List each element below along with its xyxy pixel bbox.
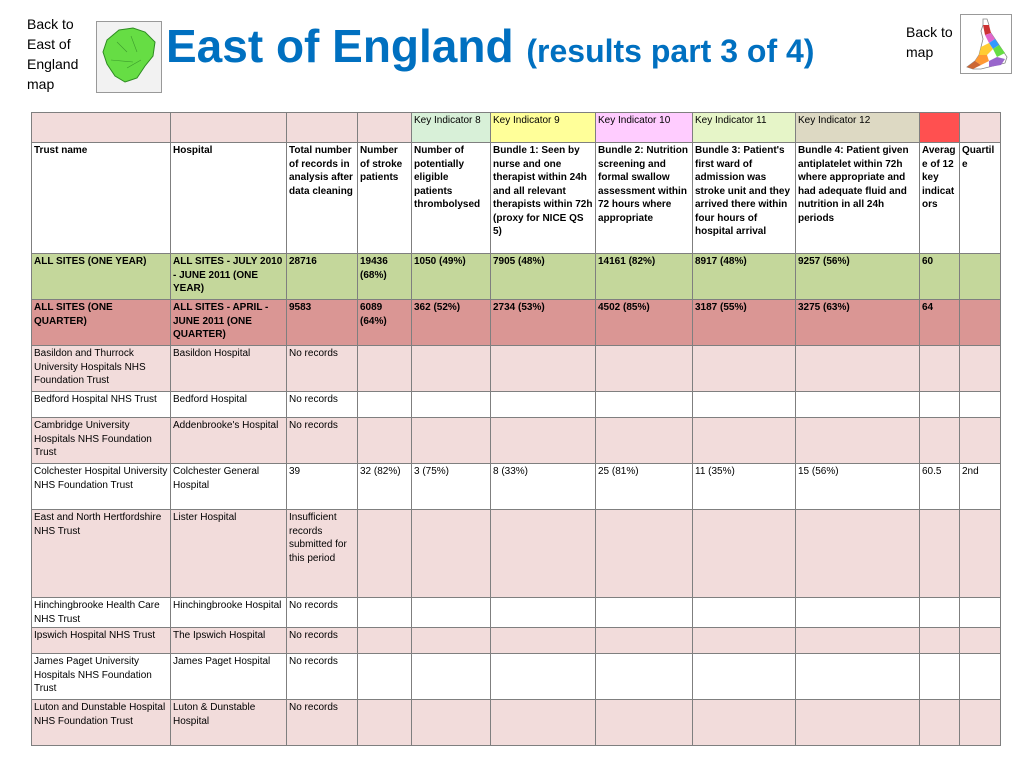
value-cell: 60 [920, 254, 960, 300]
value-cell [491, 418, 596, 464]
hospital-cell: Hinchingbrooke Hospital [171, 598, 287, 628]
table-row [32, 700, 1001, 746]
value-cell [960, 510, 1001, 598]
ki-blank-cell [171, 113, 287, 143]
value-cell [960, 346, 1001, 392]
value-cell: 28716 [287, 254, 358, 300]
value-cell [960, 392, 1001, 418]
title-main: East of England [166, 20, 514, 72]
value-cell [920, 628, 960, 654]
value-cell [596, 628, 693, 654]
value-cell [358, 700, 412, 746]
hospital-cell: Lister Hospital [171, 510, 287, 598]
key-indicator-8: Key Indicator 8 [412, 113, 491, 143]
back-to-east-of-england-map-link[interactable]: Back to East of England map [27, 16, 79, 92]
table-row [32, 598, 1001, 628]
value-cell [796, 392, 920, 418]
table-row [32, 510, 1001, 598]
value-cell: 9257 (56%) [796, 254, 920, 300]
value-cell: 19436 (68%) [358, 254, 412, 300]
value-cell: No records [287, 418, 358, 464]
value-cell [693, 700, 796, 746]
value-cell: 8917 (48%) [693, 254, 796, 300]
hospital-cell: Addenbrooke's Hospital [171, 418, 287, 464]
value-cell: 9583 [287, 300, 358, 346]
value-cell [596, 392, 693, 418]
trust-cell: Ipswich Hospital NHS Trust [32, 628, 171, 654]
value-cell [693, 392, 796, 418]
value-cell [358, 510, 412, 598]
value-cell: 2734 (53%) [491, 300, 596, 346]
table-row [32, 392, 1001, 418]
value-cell [796, 346, 920, 392]
value-cell: Insufficient records submitted for this period [287, 510, 358, 598]
hospital-cell: Colchester General Hospital [171, 464, 287, 510]
summary-row-one-year [32, 254, 1001, 300]
value-cell: No records [287, 392, 358, 418]
hospital-cell: ALL SITES - APRIL - JUNE 2011 (ONE QUARTER) [171, 300, 287, 346]
value-cell: 2nd [960, 464, 1001, 510]
header-stroke-patients: Number of stroke patients [358, 143, 412, 254]
table-row [32, 464, 1001, 510]
value-cell [693, 628, 796, 654]
ki-blank-cell [32, 113, 171, 143]
value-cell [358, 418, 412, 464]
value-cell [596, 510, 693, 598]
header-bundle-3: Bundle 3: Patient's first ward of admission was stroke unit and they arrived there within four hours of hospital arrival [693, 143, 796, 254]
value-cell [920, 392, 960, 418]
value-cell [920, 654, 960, 700]
value-cell [796, 628, 920, 654]
value-cell [491, 392, 596, 418]
value-cell: 32 (82%) [358, 464, 412, 510]
value-cell [596, 346, 693, 392]
value-cell [693, 346, 796, 392]
key-indicator-row [32, 113, 1001, 143]
back-to-map-link[interactable]: Back to map [906, 24, 953, 60]
value-cell: 362 (52%) [412, 300, 491, 346]
trust-cell: Colchester Hospital University NHS Foundation Trust [32, 464, 171, 510]
value-cell: 1050 (49%) [412, 254, 491, 300]
trust-cell: Basildon and Thurrock University Hospitals NHS Foundation Trust [32, 346, 171, 392]
value-cell [491, 654, 596, 700]
value-cell: 6089 (64%) [358, 300, 412, 346]
header-thrombolysed: Number of potentially eligible patients thrombolysed [412, 143, 491, 254]
value-cell [412, 654, 491, 700]
value-cell [920, 418, 960, 464]
value-cell: 39 [287, 464, 358, 510]
value-cell: No records [287, 628, 358, 654]
value-cell [412, 700, 491, 746]
title-sub: (results part 3 of 4) [526, 33, 815, 69]
value-cell [412, 392, 491, 418]
value-cell [920, 510, 960, 598]
trust-cell: Hinchingbrooke Health Care NHS Trust [32, 598, 171, 628]
value-cell: 7905 (48%) [491, 254, 596, 300]
value-cell: 11 (35%) [693, 464, 796, 510]
value-cell: No records [287, 598, 358, 628]
value-cell [412, 628, 491, 654]
hospital-cell: Bedford Hospital [171, 392, 287, 418]
value-cell [960, 700, 1001, 746]
trust-cell: East and North Hertfordshire NHS Trust [32, 510, 171, 598]
value-cell [412, 598, 491, 628]
value-cell [358, 346, 412, 392]
value-cell [960, 654, 1001, 700]
value-cell: 60.5 [920, 464, 960, 510]
england-map-thumbnail[interactable] [960, 14, 1012, 74]
value-cell [358, 598, 412, 628]
trust-cell: ALL SITES (ONE QUARTER) [32, 300, 171, 346]
value-cell [358, 392, 412, 418]
value-cell [596, 700, 693, 746]
header-bundle-1: Bundle 1: Seen by nurse and one therapist within 24h and all relevant therapists within 72h (proxy for NICE QS 5) [491, 143, 596, 254]
table-row [32, 346, 1001, 392]
trust-cell: Bedford Hospital NHS Trust [32, 392, 171, 418]
column-header-row [32, 143, 1001, 254]
value-cell [491, 700, 596, 746]
value-cell [596, 598, 693, 628]
value-cell [796, 598, 920, 628]
table-row [32, 418, 1001, 464]
value-cell: No records [287, 346, 358, 392]
value-cell [960, 300, 1001, 346]
key-indicator-12: Key Indicator 12 [796, 113, 920, 143]
value-cell [358, 628, 412, 654]
value-cell: 3 (75%) [412, 464, 491, 510]
header-total-records: Total number of records in analysis after data cleaning [287, 143, 358, 254]
value-cell [491, 598, 596, 628]
ki-blank-cell [358, 113, 412, 143]
table-row [32, 628, 1001, 654]
key-indicator-9: Key Indicator 9 [491, 113, 596, 143]
value-cell: 64 [920, 300, 960, 346]
value-cell [412, 510, 491, 598]
value-cell [358, 654, 412, 700]
value-cell [693, 654, 796, 700]
table-row [32, 654, 1001, 700]
trust-cell: James Paget University Hospitals NHS Foundation Trust [32, 654, 171, 700]
value-cell: 14161 (82%) [596, 254, 693, 300]
value-cell: 3275 (63%) [796, 300, 920, 346]
value-cell [796, 418, 920, 464]
trust-cell: Luton and Dunstable Hospital NHS Foundation Trust [32, 700, 171, 746]
header-quartile: Quartile [960, 143, 1001, 254]
value-cell [796, 654, 920, 700]
average-color-cell [920, 113, 960, 143]
value-cell: No records [287, 700, 358, 746]
value-cell [920, 346, 960, 392]
header-trust-name: Trust name [32, 143, 171, 254]
value-cell [693, 598, 796, 628]
value-cell [491, 628, 596, 654]
hospital-cell: Basildon Hospital [171, 346, 287, 392]
value-cell [491, 510, 596, 598]
trust-cell: ALL SITES (ONE YEAR) [32, 254, 171, 300]
summary-row-one-quarter [32, 300, 1001, 346]
value-cell [796, 700, 920, 746]
value-cell: 4502 (85%) [596, 300, 693, 346]
value-cell [960, 598, 1001, 628]
quartile-blank-cell [960, 113, 1001, 143]
header-hospital: Hospital [171, 143, 287, 254]
ki-blank-cell [287, 113, 358, 143]
value-cell: 8 (33%) [491, 464, 596, 510]
header-average: Average of 12 key indicators [920, 143, 960, 254]
value-cell [693, 418, 796, 464]
value-cell [412, 418, 491, 464]
value-cell [960, 418, 1001, 464]
value-cell [491, 346, 596, 392]
value-cell [960, 628, 1001, 654]
header-bundle-2: Bundle 2: Nutrition screening and formal swallow assessment within 72 hours where appropriate [596, 143, 693, 254]
results-table [31, 112, 1001, 746]
key-indicator-10: Key Indicator 10 [596, 113, 693, 143]
hospital-cell: Luton & Dunstable Hospital [171, 700, 287, 746]
page-title [166, 16, 814, 81]
hospital-cell: The Ipswich Hospital [171, 628, 287, 654]
value-cell: 15 (56%) [796, 464, 920, 510]
value-cell [693, 510, 796, 598]
key-indicator-11: Key Indicator 11 [693, 113, 796, 143]
value-cell [596, 654, 693, 700]
value-cell [796, 510, 920, 598]
value-cell: 25 (81%) [596, 464, 693, 510]
value-cell: No records [287, 654, 358, 700]
value-cell [596, 418, 693, 464]
value-cell [920, 700, 960, 746]
east-of-england-map-thumbnail[interactable] [96, 21, 162, 93]
value-cell [960, 254, 1001, 300]
hospital-cell: ALL SITES - JULY 2010 - JUNE 2011 (ONE YEAR) [171, 254, 287, 300]
value-cell [920, 598, 960, 628]
hospital-cell: James Paget Hospital [171, 654, 287, 700]
header-bundle-4: Bundle 4: Patient given antiplatelet within 72h where appropriate and had adequate fluid and nutrition in all 24h periods [796, 143, 920, 254]
value-cell [412, 346, 491, 392]
value-cell: 3187 (55%) [693, 300, 796, 346]
trust-cell: Cambridge University Hospitals NHS Foundation Trust [32, 418, 171, 464]
